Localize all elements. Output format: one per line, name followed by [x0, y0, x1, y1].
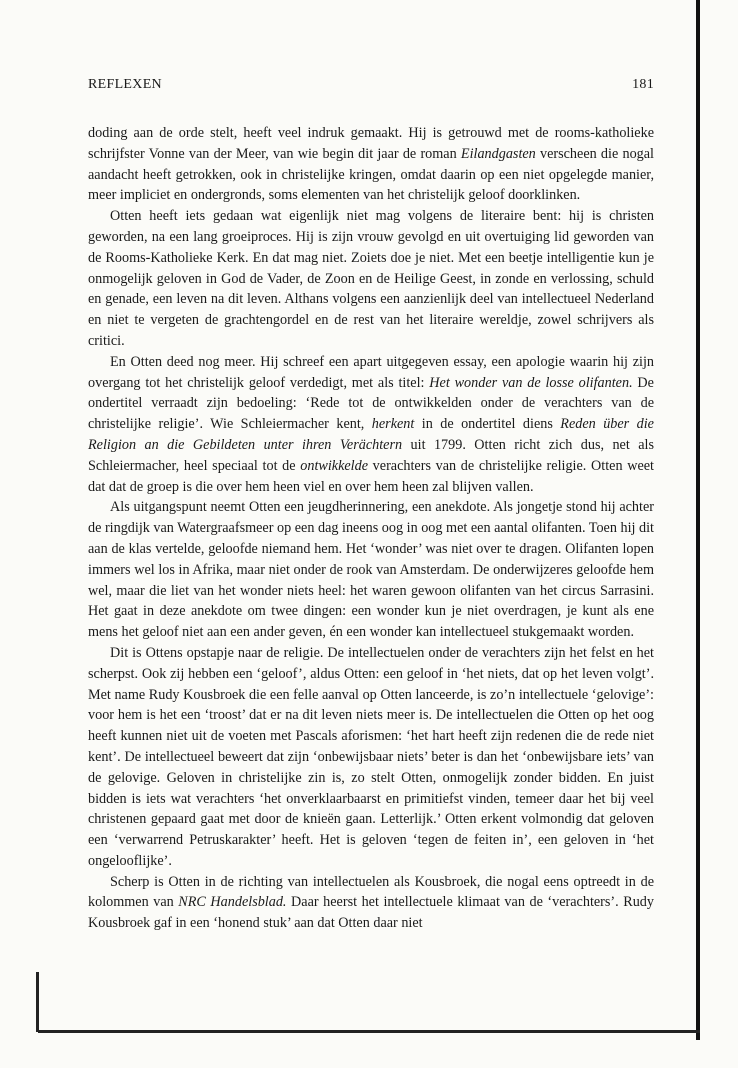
text-run: in de ondertitel diens [414, 416, 561, 433]
text-run: Scherp is Otten in de richting van intellectuelen als Kousbroek, die nogal eens optreedt in de kolommen van [88, 873, 654, 911]
page-number: 181 [632, 77, 654, 92]
text-run: verachters van de christelijke religie. Otten weet dat dat de groep is die over hem heen viel en over hem heen zal blijven vallen. [88, 457, 654, 495]
text-run: Dit is Ottens opstapje naar de religie. De intellectuelen onder de verachters zijn het felst en het scherpst. Ook zij hebben een ‘geloof’, aldus Otten: een geloof in ‘het niets, dat op het leven volgt’. Met name Rudy Kousbroek die een felle aanval op Otten lanceerde, is zo’n intellectuele ‘gelovige’: voor hem is het een ‘troost’ dat er na dit leven niets meer is. De intellectuelen die Otten op het oog heeft kunnen niet uit de voeten met Pascals aforismen: ‘het hart heeft zijn redenen die de rede niet kent’. De intellectueel beweert dat zijn ‘onbewijsbaar niets’ beter is dan het ‘onbewijsbare iets’ van de gelovige. Geloven in christelijke zin is, zo stelt Otten, onmogelijk zonder bidden. En juist bidden is iets wat verachters ‘het onverklaarbaarst en primitiefst vinden, temeer daar het bij veel christenen gepaard gaat met door de knieën gaan. Letterlijk.’ Otten erkent volmondig dat geloven een ‘verwarrend Petruskarakter’ heeft. Het is geloven ‘tegen de feiten in’, een geloven in ‘het ongelooflijke’. [88, 644, 654, 869]
text-run: verscheen die nogal aandacht heeft getrokken, ook in christelijke kringen, omdat daarin op een niet opgelegde manier, meer impliciet en ondergronds, soms elementen van het christelijk geloof doorklinken. [88, 145, 654, 204]
running-head [88, 77, 654, 99]
page-edge-left [36, 972, 39, 1032]
paragraph [88, 352, 654, 498]
italic-word: ontwikkelde [300, 457, 369, 474]
text-run: Daar heerst het intellectuele klimaat van de ‘verachters’. Rudy Kousbroek gaf in een ‘honend stuk’ aan dat Otten daar niet [88, 894, 654, 932]
paragraph [88, 123, 654, 206]
paragraph [88, 497, 654, 643]
running-title: REFLEXEN [88, 77, 162, 92]
text-run: doding aan de orde stelt, heeft veel indruk gemaakt. Hij is getrouwd met de rooms-katholieke schrijfster Vonne van der Meer, van wie begin dit jaar de roman [88, 125, 654, 162]
text-run: De ondertitel verraadt zijn bedoeling: ‘Rede tot de ontwikkelden onder de verachters van de christelijke religie’. Wie Schleiermacher kent, [88, 374, 654, 433]
paragraph [88, 206, 654, 352]
text-run: Als uitgangspunt neemt Otten een jeugdherinnering, een anekdote. Als jongetje stond hij achter de ringdijk van Watergraafsmeer op een dag ineens oog in oog met een aantal olifanten. Toen hij dit aan de klas vertelde, geloofde niemand hem. Het ‘wonder’ was niet over te dragen. Olifanten lopen immers wel los in Afrika, maar niet onder de rook van Amsterdam. De onderwijzeres geloofde hem wel, maar die liet van het wonder niets heel: het waren gewoon olifanten van het circus Sarrasini. Het gaat in deze anekdote om twee dingen: een wonder kun je niet overdragen, je kunt als ene mens het geloof niet aan een ander geven, én een wonder kan intellectueel stukgemaakt worden. [88, 499, 654, 641]
text-run: En Otten deed nog meer. Hij schreef een apart uitgegeven essay, een apologie waarin hij zijn overgang tot het christelijk geloof verdedigt, met als titel: [88, 353, 654, 391]
italic-title: Reden über die Religion an die Gebildeten unter ihren Verächtern [88, 416, 654, 453]
page-edge-bottom [38, 1030, 700, 1033]
italic-title: Eilandgasten [460, 145, 536, 162]
body-text [88, 123, 654, 934]
paragraph [88, 872, 654, 934]
text-run: Otten heeft iets gedaan wat eigenlijk niet mag volgens de literaire bent: hij is christen geworden, na een lang groeiproces. Hij is zijn vrouw gevolgd en uit overtuiging lid geworden van de Rooms-Katholieke Kerk. En dat mag niet. Zoiets doe je niet. Met een beetje intelligentie kun je onmogelijk geloven in God de Vader, de Zoon en de Heilige Geest, in zonde en verlossing, schuld en genade, een leven na dit leven. Althans volgens een aanzienlijk deel van intellectueel Nederland en niet te vergeten de grachtengordel en de rest van het literaire wereldje, zowel schrijvers als critici. [88, 208, 654, 349]
italic-word: herkent [371, 416, 415, 433]
italic-title: NRC Handelsblad. [178, 894, 287, 911]
text-run: uit 1799. Otten richt zich dus, net als Schleiermacher, heel speciaal tot de [88, 436, 654, 474]
italic-title: Het wonder van de losse olifanten. [429, 374, 633, 391]
paragraph [88, 643, 654, 872]
page-edge-right [696, 0, 700, 1040]
